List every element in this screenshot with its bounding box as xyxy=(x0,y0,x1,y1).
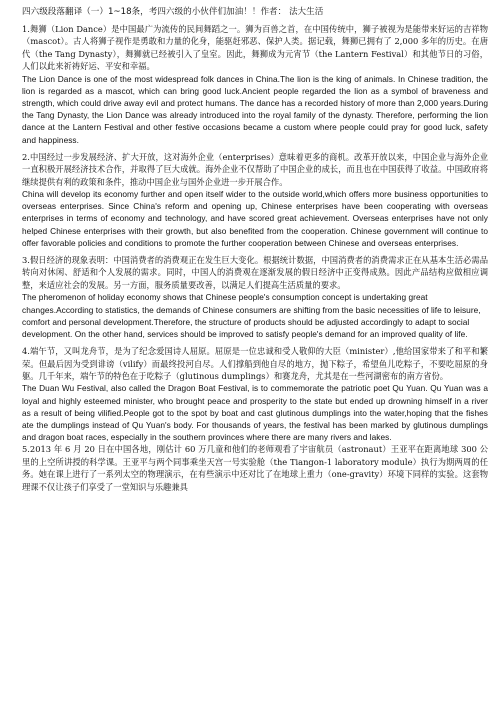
section-1 xyxy=(22,23,504,146)
section-4 xyxy=(22,345,504,443)
section-2-english: China will develop its economy further and open itself wider to the outside world,which offers more business opportunities to overseas enterprises. Since China's reform and opening up, Chinese enterprises have been cooperating with overseas enterprises in terms of economy and technology, and have scored great achievement. Overseas enterprises have not only helped Chinese enterprises with their growth, but also benefited from the cooperation. Chinese government will continue to offer favorable policies and conditions to promote the further cooperation between Chinese and overseas enterprises. xyxy=(22,189,488,248)
section-3 xyxy=(22,254,504,340)
section-3-english: The pheromenon of holiday economy shows that Chinese people's consumption concept is undertaking great changes.According to statistics, the demands of Chinese consumers are shifting from the basic necessities of life to leisure, comfort and personal development.Therefore, the structure of products should be adjusted accordingly to adapt to social development. On the other hand, services should be improved to satisfy people's demand for an improved quality of life. xyxy=(22,292,481,339)
section-1-chinese: 1.舞狮（Lion Dance）是中国最广为流传的民间舞蹈之一。狮为百兽之首，在中国传统中，狮子被视为是能带来好运的吉祥物（mascot）。古人将狮子视作是勇敢和力量的化身，能驱赶邪恶、保护人类。据记载，舞狮已拥有了 2,000 多年的历史。在唐代（the Tang Dynasty），舞狮就已经被引入了皇室。因此，舞狮成为元宵节（the Lantern Festival）和其他节日的习俗，人们以此来祈祷好运、平安和幸福。 xyxy=(22,24,488,72)
document-title: 四六级段落翻译（一）1~18条，考四六级的小伙伴们加油！！作者： 法大生活 xyxy=(22,7,324,17)
section-2 xyxy=(22,151,504,249)
section-2-chinese: 2.中国经过一步发展经济、扩大开放，这对海外企业（enterprises）意味着更多的商机。改革开放以来，中国企业与海外企业一直积极开展经济技术合作，并取得了巨大成就。海外企业不仅帮助了中国企业的成长，而且也在中国获得了收益。中国政府将继续提供有利的政策和条件，推动中国企业与国外企业进一步开展合作。 xyxy=(22,151,488,187)
section-4-english: The Duan Wu Festival, also called the Dragon Boat Festival, is to commemorate the patriotic poet Qu Yuan. Qu Yuan was a loyal and highly esteemed minister, who brought peace and prosperity to the state but ended up drowning himself in a river as a result of being vilified.People got to the spot by boat and cast glutinous dumplings into the water,hoping that the fishes ate the dumplings instead of Qu Yuan's body. For thousands of years, the festival has been marked by glutinous dumplings and dragon boat races, especially in the southern provinces where there are many rivers and lakes. xyxy=(22,383,488,443)
section-3-chinese: 3.假日经济的现象表明：中国消费者的消费观正在发生巨大变化。根据统计数据，中国消费者的消费需求正在从基本生活必需品转向对休闲、舒适和个人发展的需求。同时，中国人的消费观在逐渐发展的假日经济中正变得成熟。因此产品结构应做相应调整，来适应社会的发展。另一方面，服务质量要改善，以满足人们提高生活质量的要求。 xyxy=(22,255,488,290)
section-5-chinese: 5.2013 年 6 月 20 日在中国各地，刚估计 60 万几童和他们的老师观看了宇宙航员（astronaut）王亚平在距离地球 300 公里的上空所讲授的科学课。王亚平与两个同事乘坐天宫一号实验舱（the Tiangon-1 laboratory module）执行为期两周的任务。她在课上进行了一系列太空的物理演示，在有些演示中还对比了在地球上重力（one-gravity）环境下同样的实验。这套物理课不仅让孩子们享受了一堂知识与乐趣兼具 xyxy=(22,444,488,492)
section-5 xyxy=(22,443,504,493)
section-1-english: The Lion Dance is one of the most widespread folk dances in China.The lion is the king of animals. In Chinese tradition, the lion is regarded as a mascot, which can bring good luck.Ancient people regarded the lion as a symbol of braveness and strength, which could drive away evil and protect humans. The dance has a recorded history of more than 2,000 years.During the Tang Dynasty, the Lion Dance was already introduced into the royal family of the dynasty. Therefore, performing the lion dance at the Lantern Festival and other festive occasions became a custom where people could pray for good luck, safety and happiness. xyxy=(22,73,488,145)
section-4-chinese: 4.端午节，又叫龙舟节，是为了纪念爱国诗人屈原。屈原是一位忠诚和受人敬仰的大臣（minister）,他给国家带来了和平和繁荣。但最后因为受到诽谤（vilify）而最终投河自尽。人们撑船到他自尽的地方，抛下粽子，希望鱼儿吃粽子，不要吃屈原的身躯。几千年来，端午节的特色在于吃粽子（glutinous dumplings）和赛龙舟，尤其是在一些河湖密布的南方省份。 xyxy=(22,346,488,381)
